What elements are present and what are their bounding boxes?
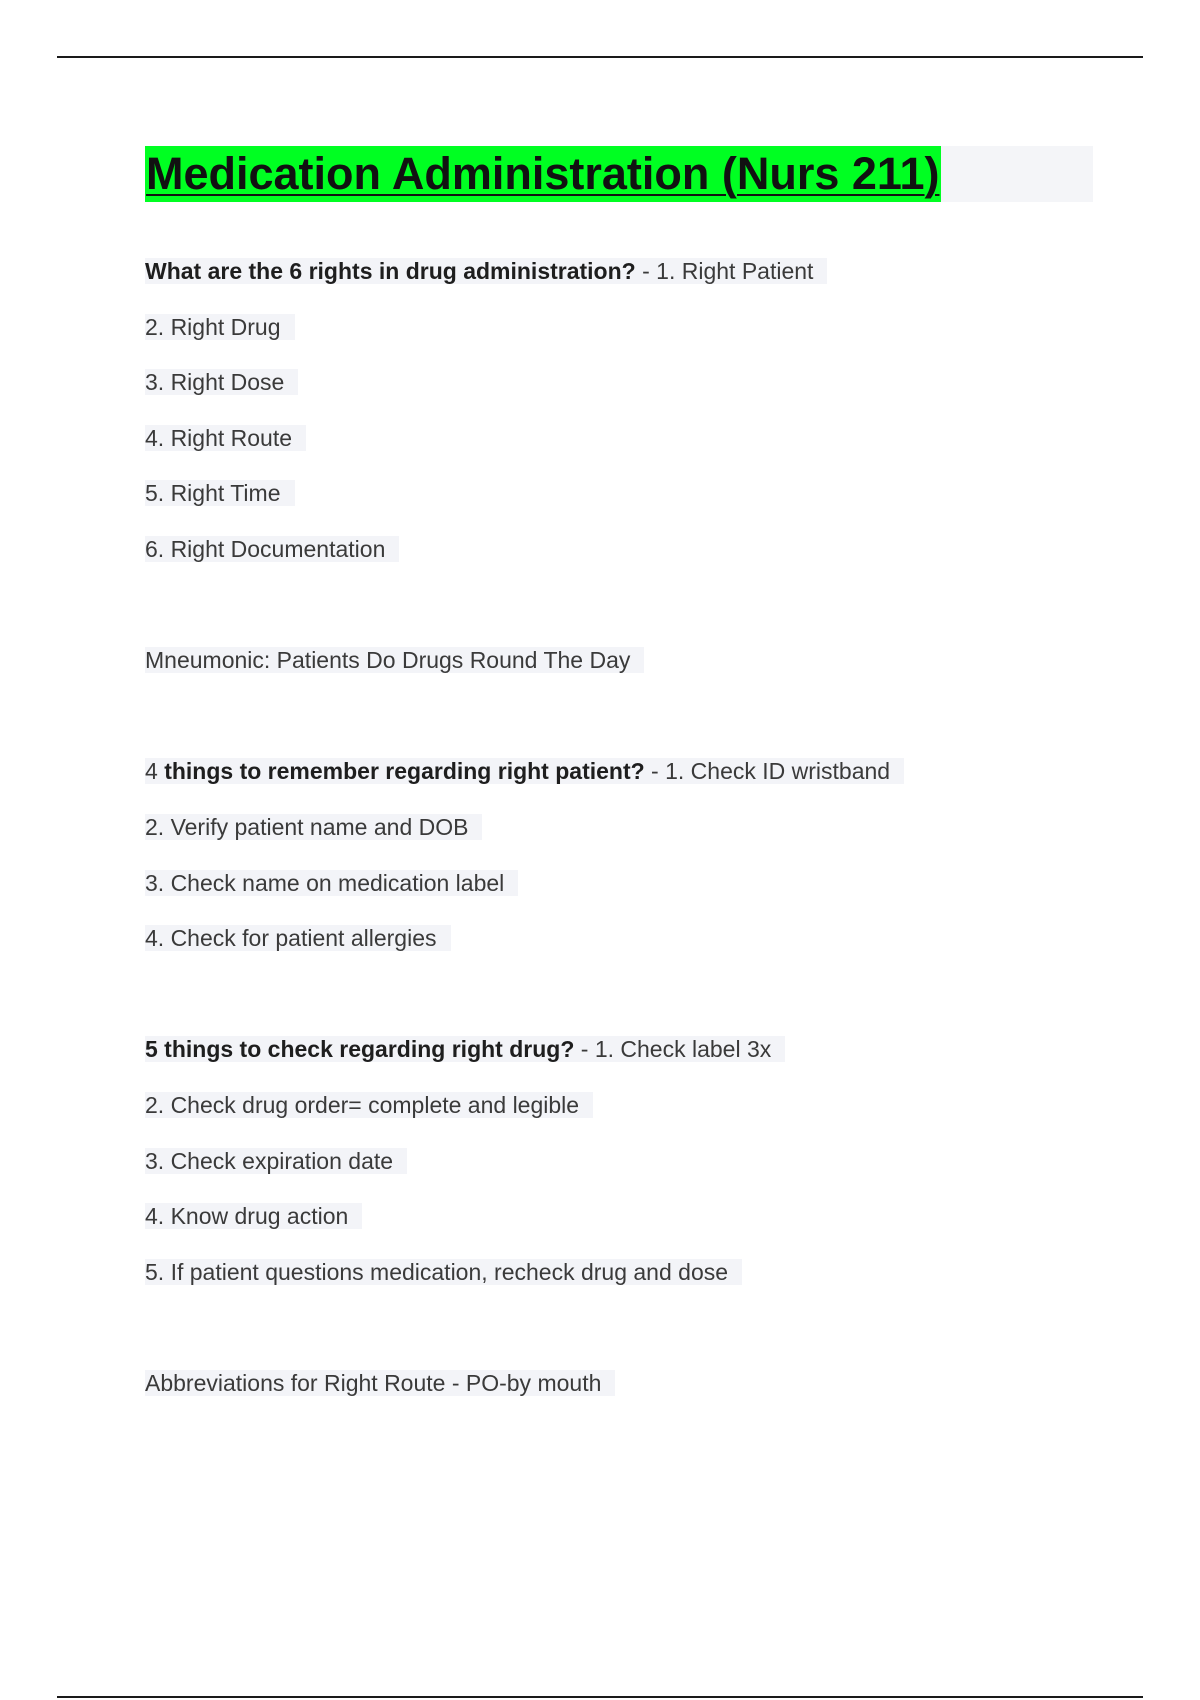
top-rule [57, 56, 1143, 58]
answer-text: - 1. Check ID wristband [644, 758, 891, 784]
list-item: 3. Check expiration date [145, 1145, 407, 1177]
list-item: 6. Right Documentation [145, 533, 399, 565]
question-text: 5 things to check regarding right drug? [145, 1036, 575, 1062]
question-prefix: 4 [145, 758, 165, 784]
list-item: 5. If patient questions medication, recheck drug and dose [145, 1256, 742, 1288]
list-item: 2. Verify patient name and DOB [145, 811, 482, 843]
list-item: 4. Check for patient allergies [145, 922, 451, 954]
list-item: 2. Right Drug [145, 311, 295, 343]
question-line [145, 255, 827, 287]
bottom-rule [57, 1696, 1143, 1698]
page-title: Medication Administration (Nurs 211) [145, 146, 941, 202]
note-line: Mneumonic: Patients Do Drugs Round The Day [145, 644, 644, 676]
question-text: things to remember regarding right patient? [164, 758, 645, 784]
question-line [145, 755, 904, 787]
question-line: Abbreviations for Right Route - PO-by mouth [145, 1367, 615, 1399]
question-text: What are the 6 rights in drug administration? [145, 258, 636, 284]
list-item: 3. Check name on medication label [145, 867, 518, 899]
list-item: 4. Know drug action [145, 1200, 362, 1232]
answer-text: - 1. Right Patient [635, 258, 814, 284]
question-line [145, 1033, 785, 1065]
list-item: 4. Right Route [145, 422, 306, 454]
list-item: 5. Right Time [145, 477, 295, 509]
answer-text: - 1. Check label 3x [574, 1036, 772, 1062]
list-item: 2. Check drug order= complete and legible [145, 1089, 593, 1121]
list-item: 3. Right Dose [145, 366, 298, 398]
